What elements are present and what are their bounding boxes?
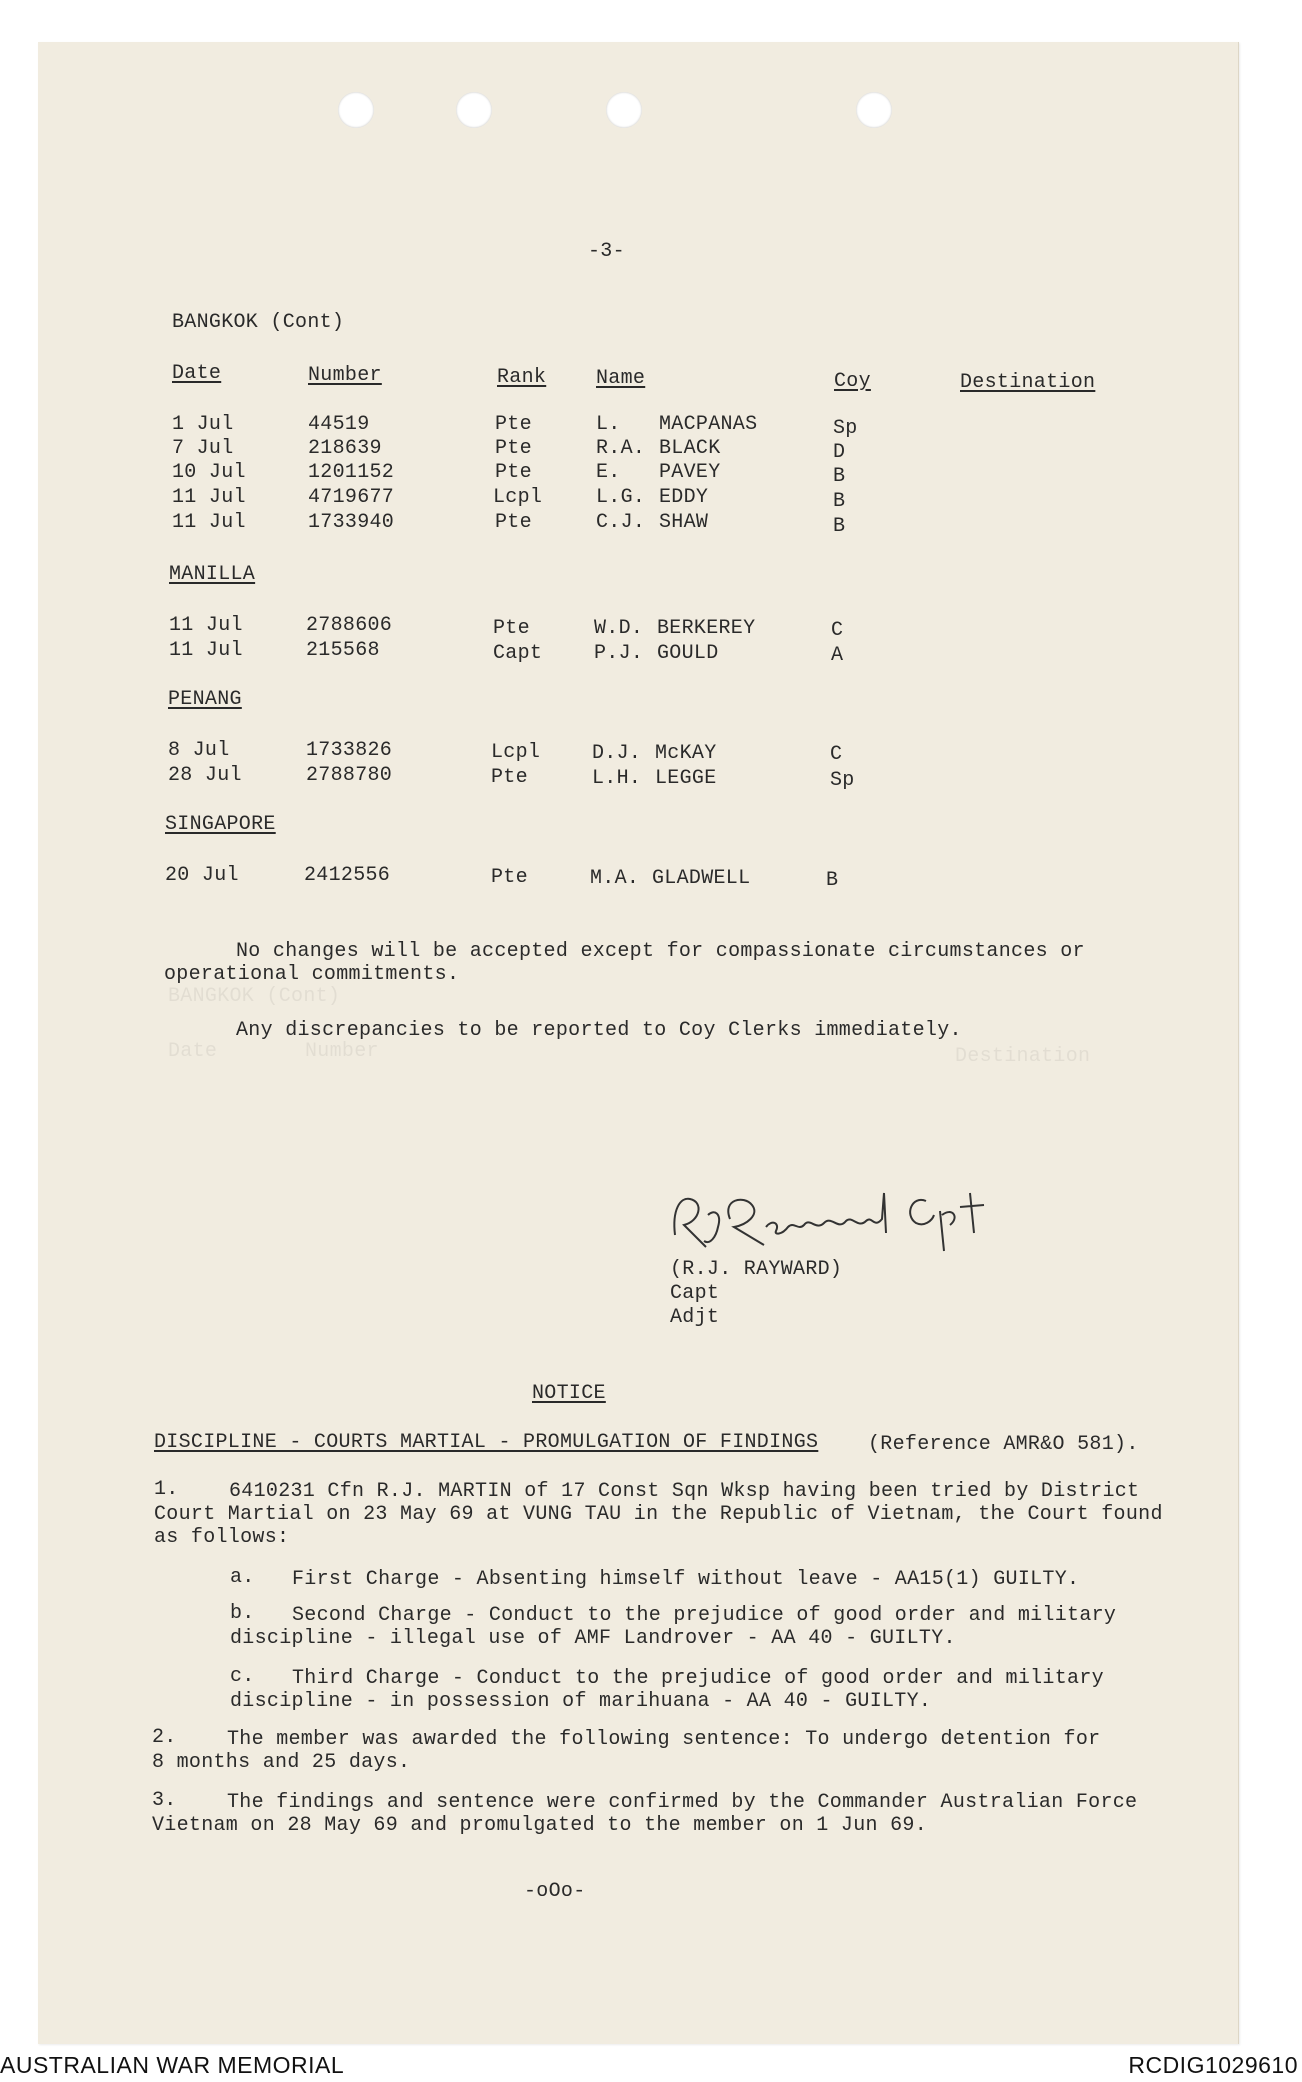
table-row bbox=[0, 413, 1300, 440]
table-row bbox=[0, 437, 1300, 464]
column-header-rank: Rank bbox=[497, 366, 547, 389]
cell-number: 2412556 bbox=[304, 864, 391, 887]
cell-rank: Lcpl bbox=[493, 486, 543, 509]
cell-number: 215568 bbox=[306, 639, 380, 662]
cell-initials: C.J. bbox=[596, 511, 646, 534]
table-row bbox=[0, 639, 1300, 667]
cell-date: 10 Jul bbox=[172, 461, 246, 484]
column-header-coy: Coy bbox=[834, 370, 871, 393]
cell-date: 28 Jul bbox=[168, 764, 242, 787]
cell-number: 2788606 bbox=[306, 614, 393, 637]
charge-text: Third Charge - Conduct to the prejudice of good order and military discipline - in possession of marihuana - AA 40 - GUILTY. bbox=[230, 1667, 1104, 1713]
section-title-singapore: SINGAPORE bbox=[165, 813, 276, 836]
column-header-name: Name bbox=[596, 367, 646, 390]
notice-title: NOTICE bbox=[532, 1382, 606, 1405]
paragraph-1: 6410231 Cfn R.J. MARTIN of 17 Const Sqn Wksp having been tried by District Court Martial on 23 May 69 at VUNG TAU in the Republic of Vietnam, the Court found as follows: bbox=[154, 1480, 1163, 1549]
cell-coy: B bbox=[833, 465, 846, 488]
cell-coy: B bbox=[833, 490, 846, 513]
column-header-date: Date bbox=[172, 362, 222, 385]
cell-number: 4719677 bbox=[308, 486, 395, 509]
cell-rank: Pte bbox=[493, 617, 530, 640]
cell-rank: Pte bbox=[491, 766, 528, 789]
footer-id: RCDIG1029610 bbox=[1128, 2052, 1298, 2078]
cell-date: 11 Jul bbox=[172, 486, 246, 509]
cell-initials: D.J. bbox=[592, 742, 642, 765]
charge-label: a. bbox=[230, 1566, 255, 1589]
charge-text: Second Charge - Conduct to the prejudice of good order and military discipline - illegal use of AMF Landrover - AA 40 - GUILTY. bbox=[230, 1604, 1117, 1650]
cell-rank: Pte bbox=[495, 413, 532, 436]
cell-number: 218639 bbox=[308, 437, 382, 460]
table-row bbox=[0, 739, 1300, 766]
cell-rank: Pte bbox=[491, 866, 528, 889]
cell-surname: LEGGE bbox=[655, 767, 717, 790]
paragraph-3: The findings and sentence were confirmed by the Commander Australian Force Vietnam on 28 May 69 and promulgated to the member on 1 Jun 69. bbox=[152, 1791, 1138, 1837]
cell-surname: EDDY bbox=[659, 486, 709, 509]
page-number: -3- bbox=[588, 240, 625, 263]
cell-rank: Pte bbox=[495, 437, 532, 460]
cell-surname: GLADWELL bbox=[652, 867, 751, 890]
table-row bbox=[0, 764, 1300, 792]
punch-hole bbox=[606, 92, 642, 128]
table-row bbox=[0, 486, 1300, 513]
cell-number: 44519 bbox=[308, 413, 370, 436]
charge-label: b. bbox=[230, 1602, 255, 1625]
cell-rank: Pte bbox=[495, 461, 532, 484]
note-discrepancies: Any discrepancies to be reported to Coy Clerks immediately. bbox=[236, 1019, 962, 1042]
section-title-penang: PENANG bbox=[168, 688, 242, 711]
cell-surname: McKAY bbox=[655, 742, 717, 765]
cell-coy: A bbox=[831, 644, 844, 667]
cell-date: 8 Jul bbox=[168, 739, 230, 762]
column-header-destination: Destination bbox=[960, 371, 1096, 394]
column-header-number: Number bbox=[308, 364, 382, 387]
punch-hole bbox=[338, 92, 374, 128]
cell-coy: C bbox=[830, 743, 843, 766]
cell-surname: GOULD bbox=[657, 642, 719, 665]
cell-date: 11 Jul bbox=[172, 511, 246, 534]
cell-number: 2788780 bbox=[306, 764, 393, 787]
cell-rank: Pte bbox=[495, 511, 532, 534]
signature-text: RJ Rayward Capt bbox=[660, 1263, 670, 1264]
cell-coy: B bbox=[833, 515, 846, 538]
cell-coy: C bbox=[831, 619, 844, 642]
paragraph-2: The member was awarded the following sentence: To undergo detention for 8 months and 25 days. bbox=[152, 1728, 1101, 1774]
cell-surname: BERKEREY bbox=[657, 617, 756, 640]
cell-surname: PAVEY bbox=[659, 461, 721, 484]
end-mark: -oOo- bbox=[524, 1880, 586, 1903]
cell-rank: Capt bbox=[493, 642, 543, 665]
table-row bbox=[0, 614, 1300, 642]
notice-reference: (Reference AMR&O 581). bbox=[868, 1433, 1139, 1456]
cell-initials: L.G. bbox=[596, 486, 646, 509]
cell-coy: Sp bbox=[833, 417, 858, 440]
cell-number: 1733940 bbox=[308, 511, 395, 534]
paragraph-number: 3. bbox=[152, 1789, 177, 1812]
cell-number: 1201152 bbox=[308, 461, 395, 484]
notice-heading: DISCIPLINE - COURTS MARTIAL - PROMULGATION OF FINDINGS bbox=[154, 1431, 819, 1454]
cell-date: 11 Jul bbox=[169, 614, 243, 637]
signatory-name: (R.J. RAYWARD) bbox=[670, 1258, 843, 1281]
table-row bbox=[0, 864, 1300, 892]
cell-coy: D bbox=[833, 441, 846, 464]
punch-hole bbox=[456, 92, 492, 128]
cell-surname: MACPANAS bbox=[659, 413, 758, 436]
cell-initials: L.H. bbox=[592, 767, 642, 790]
signatory-rank: Capt bbox=[670, 1282, 720, 1305]
cell-number: 1733826 bbox=[306, 739, 393, 762]
cell-initials: P.J. bbox=[594, 642, 644, 665]
cell-date: 11 Jul bbox=[169, 639, 243, 662]
cell-initials: E. bbox=[596, 461, 621, 484]
cell-coy: Sp bbox=[830, 769, 855, 792]
paragraph-number: 1. bbox=[154, 1478, 179, 1501]
cell-initials: R.A. bbox=[596, 437, 646, 460]
signatory-appointment: Adjt bbox=[670, 1306, 720, 1329]
table-row bbox=[0, 461, 1300, 488]
note-no-changes: No changes will be accepted except for compassionate circumstances or operational commitments. bbox=[164, 940, 1085, 986]
handwritten-signature bbox=[660, 1175, 1000, 1265]
cell-initials: W.D. bbox=[594, 617, 644, 640]
footer-source: AUSTRALIAN WAR MEMORIAL bbox=[0, 2052, 345, 2078]
cell-surname: SHAW bbox=[659, 511, 709, 534]
punch-hole bbox=[856, 92, 892, 128]
cell-date: 20 Jul bbox=[165, 864, 239, 887]
section-title-manilla: MANILLA bbox=[169, 563, 256, 586]
charge-text: First Charge - Absenting himself without leave - AA15(1) GUILTY. bbox=[292, 1568, 1080, 1591]
cell-coy: B bbox=[826, 869, 839, 892]
cell-date: 7 Jul bbox=[172, 437, 234, 460]
paragraph-number: 2. bbox=[152, 1726, 177, 1749]
cell-surname: BLACK bbox=[659, 437, 721, 460]
cell-initials: M.A. bbox=[590, 867, 640, 890]
cell-initials: L. bbox=[596, 413, 621, 436]
table-row bbox=[0, 511, 1300, 538]
cell-rank: Lcpl bbox=[491, 741, 541, 764]
section-title-bangkok: BANGKOK (Cont) bbox=[172, 311, 345, 334]
cell-date: 1 Jul bbox=[172, 413, 234, 436]
charge-label: c. bbox=[230, 1665, 255, 1688]
